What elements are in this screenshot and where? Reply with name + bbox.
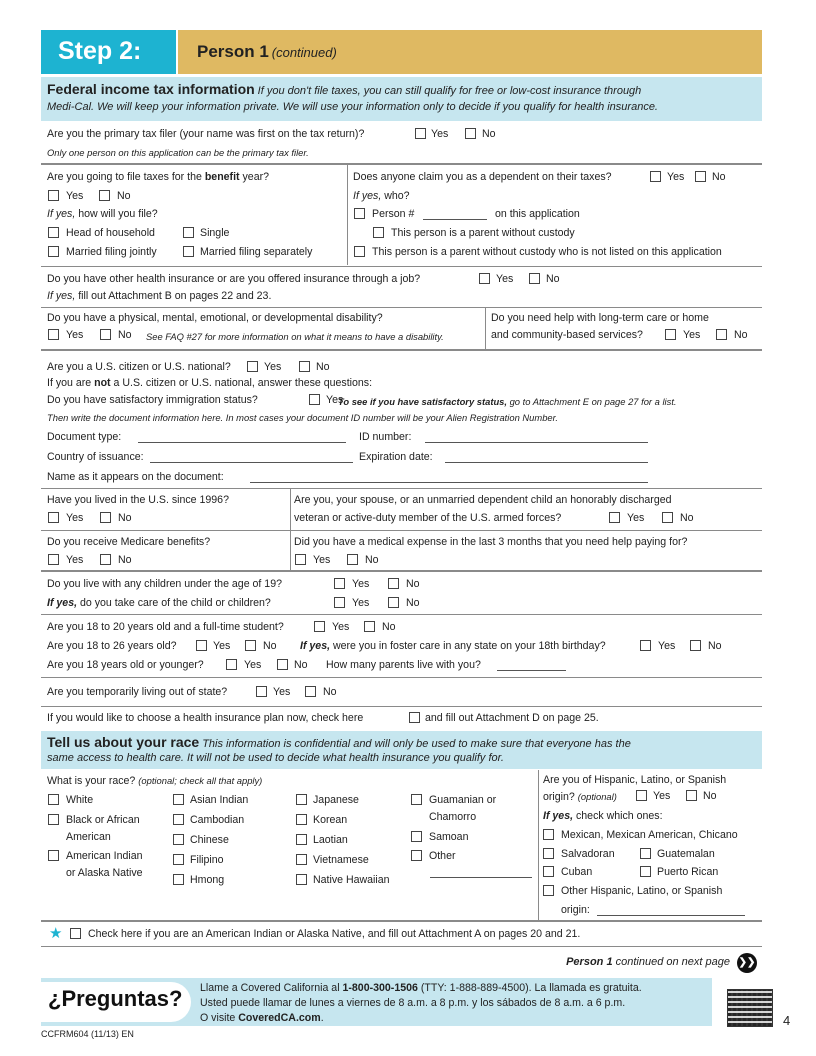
citizen-question: Are you a U.S. citizen or U.S. national? (47, 361, 231, 373)
step-label: Step 2: (58, 37, 142, 65)
native-hawaiian-checkbox[interactable] (296, 874, 307, 885)
divider (41, 349, 762, 351)
student-yes-checkbox[interactable] (314, 621, 325, 632)
lived-no-checkbox[interactable] (100, 512, 111, 523)
puerto-rican-checkbox[interactable] (640, 866, 651, 877)
divider (41, 163, 762, 165)
no-label: No (546, 273, 560, 285)
yes-label: Yes (264, 361, 282, 373)
child-care-question: If yes, do you take care of the child or children? (47, 597, 271, 609)
no-label: No (482, 128, 496, 140)
no-label: No (294, 659, 308, 671)
yes-label: Yes (313, 554, 331, 566)
form-id: CCFRM604 (11/13) EN (41, 1029, 134, 1039)
how-file-label: If yes, how will you file? (47, 208, 158, 220)
yes-label: Yes (66, 190, 84, 202)
no-label: No (734, 329, 748, 341)
race-label: Chamorro (429, 811, 477, 823)
single-checkbox[interactable] (183, 227, 194, 238)
mexican-checkbox[interactable] (543, 829, 554, 840)
lived-yes-checkbox[interactable] (48, 512, 59, 523)
children-no-checkbox[interactable] (388, 578, 399, 589)
children-question: Do you live with any children under the age of 19? (47, 578, 282, 590)
call-info: Llame a Covered California al 1-800-300-1506 (TTY: 1-888-889-4500). La llamada es gratuita. (200, 982, 642, 994)
dependent-no-checkbox[interactable] (695, 171, 706, 182)
immigration-question: Do you have satisfactory immigration status? (47, 394, 258, 406)
children-yes-checkbox[interactable] (334, 578, 345, 589)
care-yes-checkbox[interactable] (665, 329, 676, 340)
filing-label: Single (200, 227, 230, 239)
on-application-label: on this application (495, 208, 580, 220)
file-taxes-no-checkbox[interactable] (99, 190, 110, 201)
married-separately-checkbox[interactable] (183, 246, 194, 257)
document-type-label: Document type: (47, 431, 122, 443)
hispanic-label: Cuban (561, 866, 593, 878)
document-type-field[interactable] (138, 442, 346, 443)
race-label: Samoan (429, 831, 469, 843)
filing-label: Head of household (66, 227, 155, 239)
primary-filer-note: Only one person on this application can be the primary tax filer. (47, 147, 309, 158)
yes-label: Yes (244, 659, 262, 671)
veteran-yes-checkbox[interactable] (609, 512, 620, 523)
immigration-yes-checkbox[interactable] (309, 394, 320, 405)
other-hispanic-checkbox[interactable] (543, 885, 554, 896)
race-label: Korean (313, 814, 348, 826)
filing-label: Married filing jointly (66, 246, 157, 258)
yes-label: Yes (431, 128, 449, 140)
expiration-label: Expiration date: (359, 451, 433, 463)
citizen-no-checkbox[interactable] (299, 361, 310, 372)
choose-plan-text: If you would like to choose a health insurance plan now, check here (47, 712, 364, 724)
hispanic-no-checkbox[interactable] (686, 790, 697, 801)
yes-label: Yes (273, 686, 291, 698)
medicare-question: Do you receive Medicare benefits? (47, 536, 211, 548)
page-number: 4 (783, 1013, 791, 1028)
dependent-yes-checkbox[interactable] (650, 171, 661, 182)
foster-no-checkbox[interactable] (690, 640, 701, 651)
veteran-no-checkbox[interactable] (662, 512, 673, 523)
primary-filer-yes-checkbox[interactable] (415, 128, 426, 139)
divider (41, 266, 762, 267)
race-label: Cambodian (190, 814, 245, 826)
no-label: No (316, 361, 330, 373)
yes-label: Yes (352, 578, 370, 590)
out-of-state-yes-checkbox[interactable] (256, 686, 267, 697)
cambodian-checkbox[interactable] (173, 814, 184, 825)
no-label: No (118, 512, 132, 524)
dependent-question: Does anyone claim you as a dependent on their taxes? (353, 171, 612, 183)
chinese-checkbox[interactable] (173, 834, 184, 845)
race-section-title: Tell us about your race This information is confidential and will only be used to make sure that everyone has the (47, 734, 631, 750)
yes-label: Yes (66, 329, 84, 341)
no-label: No (708, 640, 722, 652)
person-number-field[interactable] (423, 219, 487, 220)
out-of-state-no-checkbox[interactable] (305, 686, 316, 697)
expense-no-checkbox[interactable] (347, 554, 358, 565)
divider (290, 489, 291, 530)
other-race-checkbox[interactable] (411, 850, 422, 861)
child-care-no-checkbox[interactable] (388, 597, 399, 608)
non-citizen-instruction: If you are not a U.S. citizen or U.S. national, answer these questions: (47, 377, 373, 389)
divider (485, 308, 486, 349)
continued-note: Person 1 continued on next page (566, 956, 730, 968)
student-no-checkbox[interactable] (364, 621, 375, 632)
insurance-yes-checkbox[interactable] (479, 273, 490, 284)
race-label: Vietnamese (313, 854, 369, 866)
race-question: What is your race? (optional; check all that apply) (47, 775, 263, 787)
hispanic-label: Mexican, Mexican American, Chicano (561, 829, 738, 841)
cuban-checkbox[interactable] (543, 866, 554, 877)
yes-label: Yes (332, 621, 350, 633)
parent-label: This person is a parent without custody who is not listed on this application (372, 246, 722, 258)
id-number-label: ID number: (359, 431, 412, 443)
age-18-26-question: Are you 18 to 26 years old? (47, 640, 177, 652)
hispanic-label: Other Hispanic, Latino, or Spanish (561, 885, 723, 897)
hmong-checkbox[interactable] (173, 874, 184, 885)
foster-yes-checkbox[interactable] (640, 640, 651, 651)
divider (41, 677, 762, 678)
out-of-state-question: Are you temporarily living out of state? (47, 686, 228, 698)
vietnamese-checkbox[interactable] (296, 854, 307, 865)
guatemalan-checkbox[interactable] (640, 848, 651, 859)
laotian-checkbox[interactable] (296, 834, 307, 845)
guamanian-checkbox[interactable] (411, 794, 422, 805)
parent-label: This person is a parent without custody (391, 227, 575, 239)
filing-label: Married filing separately (200, 246, 313, 258)
race-label: Hmong (190, 874, 225, 886)
hispanic-question: Are you of Hispanic, Latino, or Spanish (543, 774, 727, 786)
country-label: Country of issuance: (47, 451, 144, 463)
parents-count-field[interactable] (497, 670, 566, 671)
child-care-yes-checkbox[interactable] (334, 597, 345, 608)
no-label: No (117, 190, 131, 202)
divider (41, 488, 762, 489)
native-attachment-text: Check here if you are an American Indian or Alaska Native, and fill out Attachment A on pages 20 and 21. (88, 928, 581, 940)
race-section-intro: same access to health care. It will not be used to decide what health insurance you qualify for. (47, 752, 504, 764)
parent-without-custody-checkbox[interactable] (373, 227, 384, 238)
age26-no-checkbox[interactable] (245, 640, 256, 651)
file-taxes-question: Are you going to file taxes for the benefit year? (47, 171, 270, 183)
insurance-no-checkbox[interactable] (529, 273, 540, 284)
choose-plan-checkbox[interactable] (409, 712, 420, 723)
divider (41, 307, 762, 308)
married-jointly-checkbox[interactable] (48, 246, 59, 257)
primary-filer-no-checkbox[interactable] (465, 128, 476, 139)
insurance-note: If yes, fill out Attachment B on pages 22 and 23. (47, 290, 272, 302)
divider (538, 770, 539, 921)
file-taxes-yes-checkbox[interactable] (48, 190, 59, 201)
other-race-field[interactable] (430, 877, 532, 878)
name-on-document-field[interactable] (250, 482, 648, 483)
hispanic-yes-checkbox[interactable] (636, 790, 647, 801)
next-page-icon: ❯❯ (737, 953, 757, 973)
person-title: Person 1 (continued) (197, 42, 337, 61)
divider (41, 946, 762, 947)
hispanic-label: Guatemalan (657, 848, 715, 860)
divider (41, 530, 762, 531)
race-label: Other (429, 850, 456, 862)
race-label: American Indian (66, 850, 143, 862)
foster-care-question: If yes, were you in foster care in any state on your 18th birthday? (300, 640, 606, 652)
race-label: Chinese (190, 834, 229, 846)
other-origin-field[interactable] (597, 915, 745, 916)
race-label: American (66, 831, 111, 843)
questions-title: ¿Preguntas? (48, 986, 183, 1011)
yes-label: Yes (627, 512, 645, 524)
no-label: No (406, 597, 420, 609)
hours-info: Usted puede llamar de lunes a viernes de 8 a.m. a 8 p.m. y los sábados de 8 a.m. a 6 p.m. (200, 997, 626, 1009)
person-number-checkbox[interactable] (354, 208, 365, 219)
yes-label: Yes (66, 554, 84, 566)
parents-question: How many parents live with you? (326, 659, 481, 671)
race-label: Laotian (313, 834, 348, 846)
document-note: Then write the document information here. In most cases your document ID number will be your Alien Registration Number. (47, 412, 558, 423)
samoan-checkbox[interactable] (411, 831, 422, 842)
hispanic-label: Puerto Rican (657, 866, 719, 878)
divider (41, 570, 762, 572)
choose-plan-text: and fill out Attachment D on page 25. (425, 712, 599, 724)
salvadoran-checkbox[interactable] (543, 848, 554, 859)
hispanic-label: Salvadoran (561, 848, 615, 860)
yes-label: Yes (66, 512, 84, 524)
care-no-checkbox[interactable] (716, 329, 727, 340)
website-info: O visite CoveredCA.com. (200, 1012, 324, 1024)
race-label: or Alaska Native (66, 867, 143, 879)
disability-question: Do you have a physical, mental, emotional, or developmental disability? (47, 312, 383, 324)
who-label: If yes, who? (353, 190, 410, 202)
medical-expense-question: Did you have a medical expense in the last 3 months that you need help paying for? (294, 536, 688, 548)
star-icon: ★ (49, 925, 63, 942)
yes-label: Yes (496, 273, 514, 285)
no-label: No (323, 686, 337, 698)
hispanic-question: origin? (optional) (543, 791, 617, 803)
yes-label: Yes (352, 597, 370, 609)
tax-section-intro: Medi-Cal. We will keep your information private. We will use your information only to decide if you qualify for health insurance. (47, 101, 658, 113)
expiration-field[interactable] (445, 462, 648, 463)
disability-faq-note: See FAQ #27 for more information on what it means to have a disability. (146, 331, 444, 342)
name-on-document-label: Name as it appears on the document: (47, 471, 224, 483)
citizen-yes-checkbox[interactable] (247, 361, 258, 372)
yes-label: Yes (213, 640, 231, 652)
head-of-household-checkbox[interactable] (48, 227, 59, 238)
other-insurance-question: Do you have other health insurance or are you offered insurance through a job? (47, 273, 421, 285)
divider (41, 706, 762, 707)
origin-label: origin: (561, 904, 590, 916)
no-label: No (263, 640, 277, 652)
medicare-yes-checkbox[interactable] (48, 554, 59, 565)
age18-yes-checkbox[interactable] (226, 659, 237, 670)
person-number-label: Person # (372, 208, 415, 220)
which-ones-label: If yes, check which ones: (543, 810, 663, 822)
parent-not-listed-checkbox[interactable] (354, 246, 365, 257)
race-label: Native Hawaiian (313, 874, 390, 886)
primary-filer-question: Are you the primary tax filer (your name was first on the tax return)? (47, 128, 365, 140)
no-label: No (365, 554, 379, 566)
age-18-question: Are you 18 years old or younger? (47, 659, 204, 671)
no-label: No (382, 621, 396, 633)
age18-no-checkbox[interactable] (277, 659, 288, 670)
korean-checkbox[interactable] (296, 814, 307, 825)
race-label: Guamanian or (429, 794, 497, 806)
race-label: Black or African (66, 814, 140, 826)
country-field[interactable] (150, 462, 353, 463)
white-checkbox[interactable] (48, 794, 59, 805)
race-label: Asian Indian (190, 794, 249, 806)
race-label: White (66, 794, 94, 806)
no-label: No (118, 329, 132, 341)
race-label: Filipino (190, 854, 224, 866)
divider (41, 920, 762, 922)
website-link[interactable]: CoveredCA.com (238, 1012, 321, 1024)
no-label: No (712, 171, 726, 183)
divider (347, 165, 348, 265)
id-number-field[interactable] (425, 442, 648, 443)
filipino-checkbox[interactable] (173, 854, 184, 865)
asian-indian-checkbox[interactable] (173, 794, 184, 805)
lived-since-1996-question: Have you lived in the U.S. since 1996? (47, 494, 229, 506)
yes-label: Yes (326, 394, 344, 406)
tax-section-title: Federal income tax information If you don't file taxes, you can still qualify for free or low-cost insurance through (47, 81, 642, 97)
age26-yes-checkbox[interactable] (196, 640, 207, 651)
no-label: No (680, 512, 694, 524)
yes-label: Yes (683, 329, 701, 341)
veteran-question: Are you, your spouse, or an unmarried dependent child an honorably discharged (294, 494, 672, 506)
no-label: No (406, 578, 420, 590)
expense-yes-checkbox[interactable] (295, 554, 306, 565)
disability-no-checkbox[interactable] (100, 329, 111, 340)
no-label: No (118, 554, 132, 566)
disability-yes-checkbox[interactable] (48, 329, 59, 340)
black-checkbox[interactable] (48, 814, 59, 825)
divider (41, 614, 762, 615)
yes-label: Yes (658, 640, 676, 652)
japanese-checkbox[interactable] (296, 794, 307, 805)
american-indian-checkbox[interactable] (48, 850, 59, 861)
immigration-note: To see if you have satisfactory status, go to Attachment E on page 27 for a list. (338, 396, 677, 407)
yes-label: Yes (653, 790, 671, 802)
native-attachment-checkbox[interactable] (70, 928, 81, 939)
long-term-care-question: and community-based services? (491, 329, 643, 341)
race-label: Japanese (313, 794, 359, 806)
veteran-question: veteran or active-duty member of the U.S. armed forces? (294, 512, 562, 524)
qr-pattern (728, 990, 772, 1026)
student-question: Are you 18 to 20 years old and a full-time student? (47, 621, 284, 633)
long-term-care-question: Do you need help with long-term care or home (491, 312, 709, 324)
yes-label: Yes (667, 171, 685, 183)
divider (290, 531, 291, 571)
medicare-no-checkbox[interactable] (100, 554, 111, 565)
no-label: No (703, 790, 717, 802)
